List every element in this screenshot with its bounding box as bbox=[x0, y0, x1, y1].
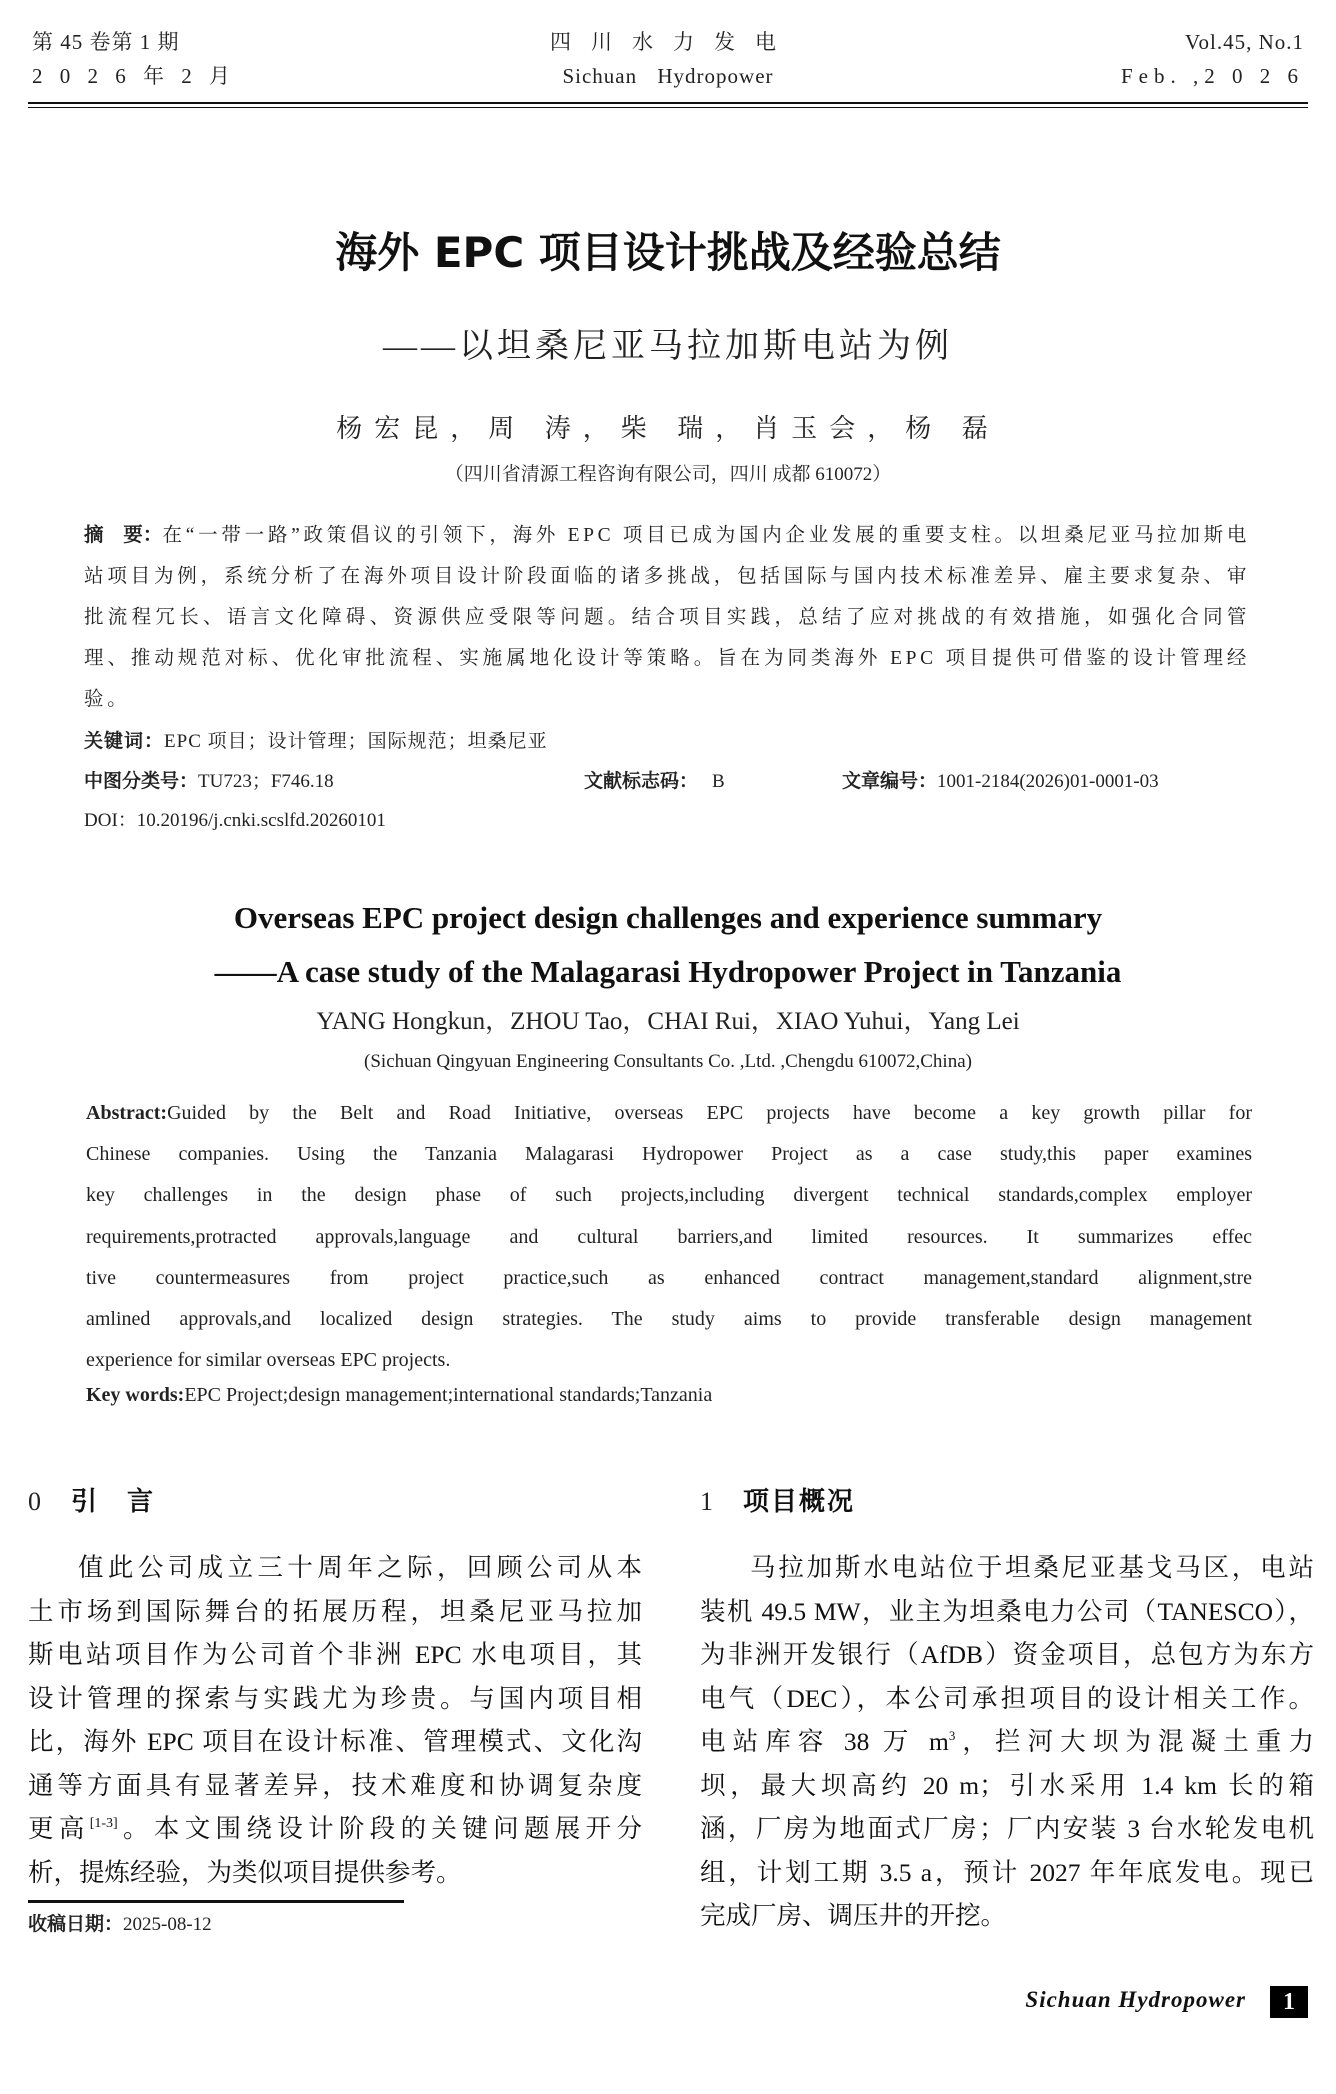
footnote-rule bbox=[28, 1900, 404, 1903]
header-date-en: Feb. ,2 0 2 6 bbox=[1121, 64, 1304, 88]
body-line bbox=[700, 1720, 1314, 1764]
received-date bbox=[28, 1912, 212, 1937]
section-1-number: 1 bbox=[700, 1487, 713, 1516]
body-line: 析，提炼经验，为类似项目提供参考。 bbox=[28, 1857, 462, 1887]
abstract-en-line: Chinese companies. Using the Tanzania Malagarasi Hydropower Project as a case study,this paper examines bbox=[86, 1143, 1252, 1166]
body-line bbox=[28, 1807, 642, 1851]
affiliation-en: (Sichuan Qingyuan Engineering Consultants Co. ,Ltd. ,Chengdu 610072,China) bbox=[364, 1051, 972, 1072]
keywords-cn-label: 关键词： bbox=[84, 730, 165, 752]
citation-ref[interactable]: [1-3] bbox=[89, 1816, 118, 1831]
doi[interactable]: DOI：10.20196/j.cnki.scslfd.20260101 bbox=[84, 810, 386, 831]
abstract-en-line: key challenges in the design phase of such projects,including divergent technical standards,complex employer bbox=[86, 1184, 1252, 1207]
document-code-label: 文献标志码： bbox=[584, 770, 699, 792]
body-line: 马拉加斯水电站位于坦桑尼亚基戈马区，电站 bbox=[750, 1553, 1314, 1582]
header-journal-cn: 四川水力发电 bbox=[550, 30, 796, 54]
keywords-cn-text: EPC 项目；设计管理；国际规范；坦桑尼亚 bbox=[164, 731, 548, 752]
body-line: 设计管理的探索与实践尤为珍贵。与国内项目相 bbox=[28, 1683, 642, 1713]
body-line: 比，海外 EPC 项目在设计标准、管理模式、文化沟 bbox=[28, 1727, 642, 1756]
subtitle-cn: ——以坦桑尼亚马拉加斯电站为例 bbox=[383, 328, 953, 365]
superscript-exponent: 3 bbox=[948, 1728, 956, 1743]
header-date-cn: 2 0 2 6 年 2 月 bbox=[32, 64, 236, 88]
title-en-line1: Overseas EPC project design challenges and experience summary bbox=[233, 900, 1103, 935]
abstract-cn-text: 在“一带一路”政策倡议的引领下，海外 EPC 项目已成为国内企业发展的重要支柱。以坦桑尼亚马拉加斯电站项目为例，系统分析了在海外项目设计阶段面临的诸多挑战，包括国际与国内技术标准差异、雇主要求复杂、审批流程冗长、语言文化障碍、资源供应受限等问题。结合项目实践，总结了应对挑战的有效措施，如强化合同管理、推动规范对标、优化审批流程、实施属地化设计等策略。旨在为同类海外 EPC 项目提供可借鉴的设计管理经验。 bbox=[84, 525, 1250, 710]
section-0-body bbox=[28, 1546, 642, 1894]
body-text: 。本文围绕设计阶段的关键问题展开分 bbox=[117, 1814, 642, 1843]
keywords-en-text: EPC Project;design management;international standards;Tanzania bbox=[184, 1384, 713, 1406]
header-journal-en: Sichuan Hydropower bbox=[562, 64, 774, 88]
abstract-cn bbox=[84, 514, 1250, 720]
header-rule-thin bbox=[28, 107, 1308, 108]
abstract-en-line bbox=[86, 1093, 1252, 1134]
body-line: 装机 49.5 MW，业主为坦桑电力公司（TANESCO）， bbox=[700, 1596, 1314, 1626]
body-text: 电站库容 38 万 m bbox=[700, 1727, 949, 1756]
body-line: 值此公司成立三十周年之际，回顾公司从本 bbox=[78, 1553, 642, 1582]
classification-text: TU723；F746.18 bbox=[198, 771, 334, 792]
document-code bbox=[584, 769, 725, 794]
page-number: 1 bbox=[1270, 1986, 1308, 2018]
authors-cn: 杨宏昆，周 涛，柴 瑞，肖玉会，杨 磊 bbox=[336, 414, 1000, 443]
title-en-line2: ——A case study of the Malagarasi Hydropower Project in Tanzania bbox=[214, 954, 1122, 989]
abstract-en-text: Guided by the Belt and Road Initiative, overseas EPC projects have become a key growth pillar for bbox=[167, 1102, 1252, 1124]
affiliation-cn: （四川省清源工程咨询有限公司，四川 成都 610072） bbox=[444, 464, 892, 485]
section-1-title: 项目概况 bbox=[743, 1487, 856, 1517]
abstract-en-line: requirements,protracted approvals,language and cultural barriers,and limited resources. It summarizes effec bbox=[86, 1225, 1252, 1248]
section-0-title: 引言 bbox=[71, 1487, 184, 1517]
body-line: 涵，厂房为地面式厂房；厂内安装 3 台水轮发电机 bbox=[700, 1814, 1314, 1843]
header-volume-issue-en: Vol.45, No.1 bbox=[1185, 30, 1304, 54]
received-date-label: 收稿日期： bbox=[28, 1913, 124, 1935]
section-0-heading bbox=[28, 1486, 183, 1518]
article-number bbox=[842, 769, 1159, 794]
section-1-heading bbox=[700, 1486, 855, 1518]
classification-label: 中图分类号： bbox=[84, 770, 199, 792]
abstract-en-line: experience for similar overseas EPC projects. bbox=[86, 1349, 451, 1372]
body-line: 电气（DEC），本公司承担项目的设计相关工作。 bbox=[700, 1683, 1314, 1713]
body-line: 坝，最大坝高约 20 m；引水采用 1.4 km 长的箱 bbox=[700, 1770, 1314, 1800]
body-line: 通等方面具有显著差异，技术难度和协调复杂度 bbox=[28, 1770, 642, 1800]
body-text: ，拦河大坝为混凝土重力 bbox=[955, 1727, 1314, 1756]
abstract-cn-label: 摘 要： bbox=[84, 523, 163, 546]
abstract-en-line: tive countermeasures from project practice,such as enhanced contract management,standard alignment,stre bbox=[86, 1266, 1252, 1289]
abstract-en bbox=[86, 1093, 1252, 1381]
keywords-cn bbox=[84, 729, 548, 754]
keywords-en-label: Key words: bbox=[86, 1384, 185, 1406]
header-rule-thick bbox=[28, 102, 1308, 104]
received-date-text: 2025-08-12 bbox=[123, 1914, 212, 1935]
document-code-text: B bbox=[712, 771, 725, 792]
section-1-body bbox=[700, 1546, 1314, 1938]
body-line: 土市场到国际舞台的拓展历程，坦桑尼亚马拉加 bbox=[28, 1596, 642, 1626]
section-0-number: 0 bbox=[28, 1487, 41, 1516]
body-text: 更高 bbox=[28, 1814, 90, 1843]
title-cn: 海外 EPC 项目设计挑战及经验总结 bbox=[335, 228, 1001, 277]
body-line: 为非洲开发银行（AfDB）资金项目，总包方为东方 bbox=[700, 1640, 1314, 1669]
header-volume-issue-cn: 第 45 卷第 1 期 bbox=[32, 30, 180, 54]
classification bbox=[84, 769, 334, 794]
article-number-text: 1001-2184(2026)01-0001-03 bbox=[937, 771, 1159, 792]
article-number-label: 文章编号： bbox=[842, 770, 938, 792]
authors-en: YANG Hongkun，ZHOU Tao，CHAI Rui，XIAO Yuhui，Yang Lei bbox=[316, 1008, 1020, 1035]
footer-journal-name: Sichuan Hydropower bbox=[1025, 1987, 1246, 2012]
abstract-en-line: amlined approvals,and localized design strategies. The study aims to provide transferable design management bbox=[86, 1308, 1252, 1331]
abstract-en-label: Abstract: bbox=[86, 1102, 168, 1124]
keywords-en bbox=[86, 1382, 712, 1408]
body-line: 斯电站项目作为公司首个非洲 EPC 水电项目，其 bbox=[28, 1640, 642, 1669]
body-line: 组，计划工期 3.5 a，预计 2027 年年底发电。现已 bbox=[700, 1857, 1314, 1887]
body-line: 完成厂房、调压井的开挖。 bbox=[700, 1901, 1007, 1930]
